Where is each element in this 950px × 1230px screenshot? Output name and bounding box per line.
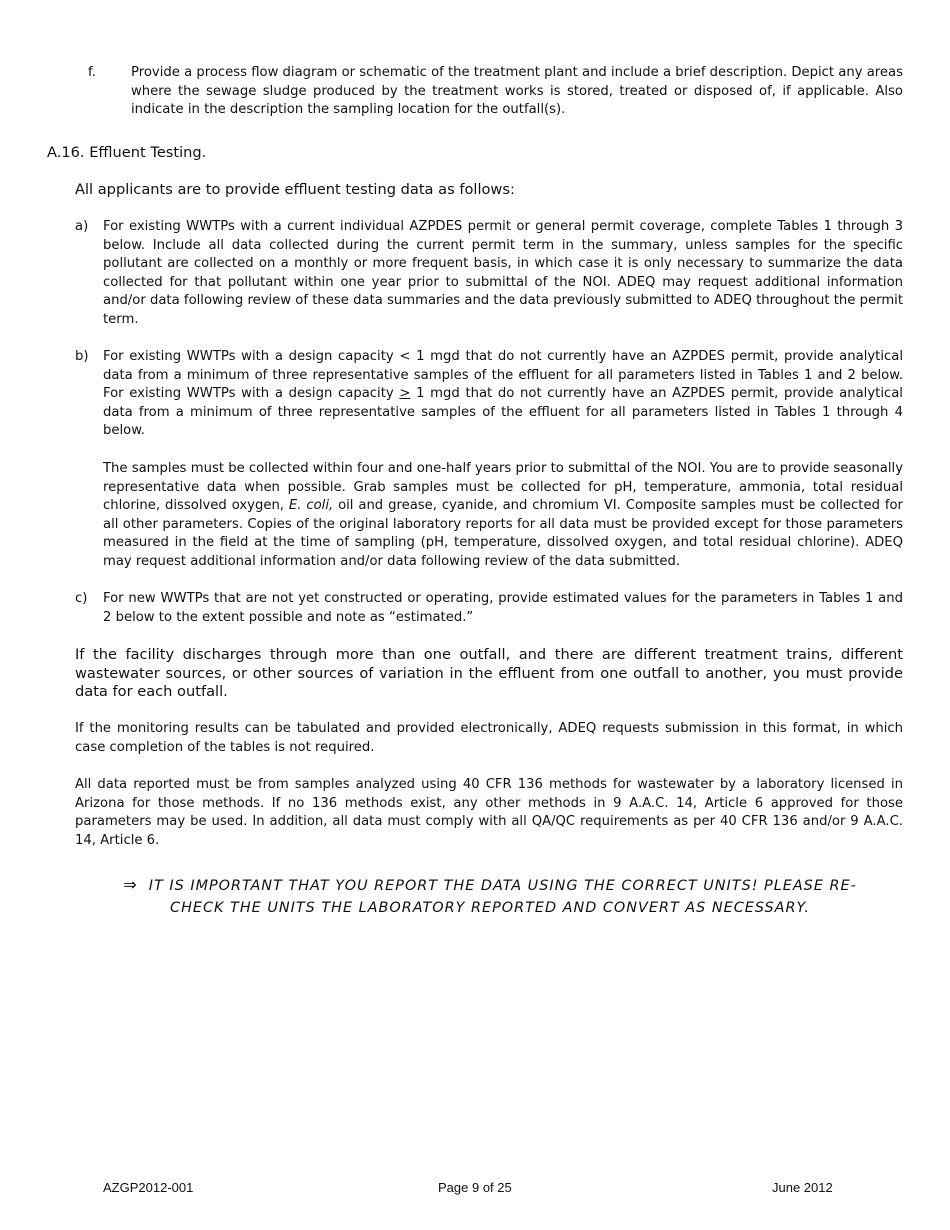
warning-line-2: CHECK THE UNITS THE LABORATORY REPORTED AND CONVERT AS NECESSARY. xyxy=(170,900,810,916)
item-f-text: Provide a process flow diagram or schematic of the treatment plant and include a brief description. Depict any areas where the sewage sludge produced by the treatment works is stored, treated or disposed of, if applicable. Also indicate in the description the sampling location for the outfall(s). xyxy=(131,65,903,117)
greater-or-equal-symbol: > xyxy=(399,386,411,401)
lab-methods-paragraph: All data reported must be from samples analyzed using 40 CFR 136 methods for wastewater by a laboratory licensed in Arizona for those methods. If no 136 methods exist, any other methods in 9 A.A.C. 14, Article 6 approved for those parameters may be used. In addition, all data must comply with all QA/QC requirements as per 40 CFR 136 and/or 9 A.A.C. 14, Article 6. xyxy=(75,777,903,848)
right-arrow-icon: ⇒ xyxy=(123,875,138,894)
electronic-submission-paragraph: If the monitoring results can be tabulated and provided electronically, ADEQ requests submission in this format, in which case completion of the tables is not required. xyxy=(75,721,903,755)
footer-page-number: Page 9 of 25 xyxy=(438,1180,512,1195)
ecoli-term: E. coli, xyxy=(288,498,334,513)
section-intro: All applicants are to provide effluent testing data as follows: xyxy=(75,181,515,198)
item-c-text: For new WWTPs that are not yet constructed or operating, provide estimated values for the parameters in Tables 1 and 2 below to the extent possible and note as “estimated.” xyxy=(103,591,903,625)
units-warning xyxy=(80,874,900,919)
warning-line-1: ⇒ IT IS IMPORTANT THAT YOU REPORT THE DATA USING THE CORRECT UNITS! PLEASE RE- xyxy=(123,875,857,894)
item-a-text: For existing WWTPs with a current individual AZPDES permit or general permit coverage, complete Tables 1 through 3 below. Include all data collected during the current permit term in the summary, unless samples for the specific pollutant are collected on a monthly or more frequent basis, in which case it is only necessary to summarize the data collected for that pollutant within one year prior to submittal of the NOI. ADEQ may request additional information and/or data following review of these data summaries and the data previously submitted to ADEQ throughout the permit term. xyxy=(103,219,903,327)
item-b-text: For existing WWTPs with a design capacity < 1 mgd that do not currently have an AZPDES permit, provide analytical data from a minimum of three representative samples of the effluent for all parameters listed in Tables 1 and 2 below. For existing WWTPs with a design capacity > 1 mgd that do not currently have an AZPDES permit, provide analytical data from a minimum of three representative samples of the effluent for all parameters listed in Tables 1 through 4 below. xyxy=(103,349,903,438)
footer-date: June 2012 xyxy=(772,1180,833,1195)
item-a-marker: a) xyxy=(75,219,89,234)
item-f-marker: f. xyxy=(88,65,96,80)
item-b-marker: b) xyxy=(75,349,89,364)
item-b-samples-paragraph: The samples must be collected within four and one-half years prior to submittal of the NOI. You are to provide seasonally representative data when possible. Grab samples must be collected for pH, temperature, ammonia, total residual chlorine, dissolved oxygen, E. coli, oil and grease, cyanide, and chromium VI. Composite samples must be collected for all other parameters. Copies of the original laboratory reports for all data must be provided except for those parameters measured in the field at the time of sampling (pH, temperature, dissolved oxygen, and total residual chlorine). ADEQ may request additional information and/or data following review of the data submitted. xyxy=(103,461,903,569)
section-heading: A.16. Effluent Testing. xyxy=(47,144,207,161)
outfall-paragraph: If the facility discharges through more than one outfall, and there are different treatment trains, different wastewater sources, or other sources of variation in the effluent from one outfall to another, you must provide data for each outfall. xyxy=(75,646,903,700)
item-c-marker: c) xyxy=(75,591,88,606)
footer-doc-id: AZGP2012-001 xyxy=(103,1180,194,1195)
